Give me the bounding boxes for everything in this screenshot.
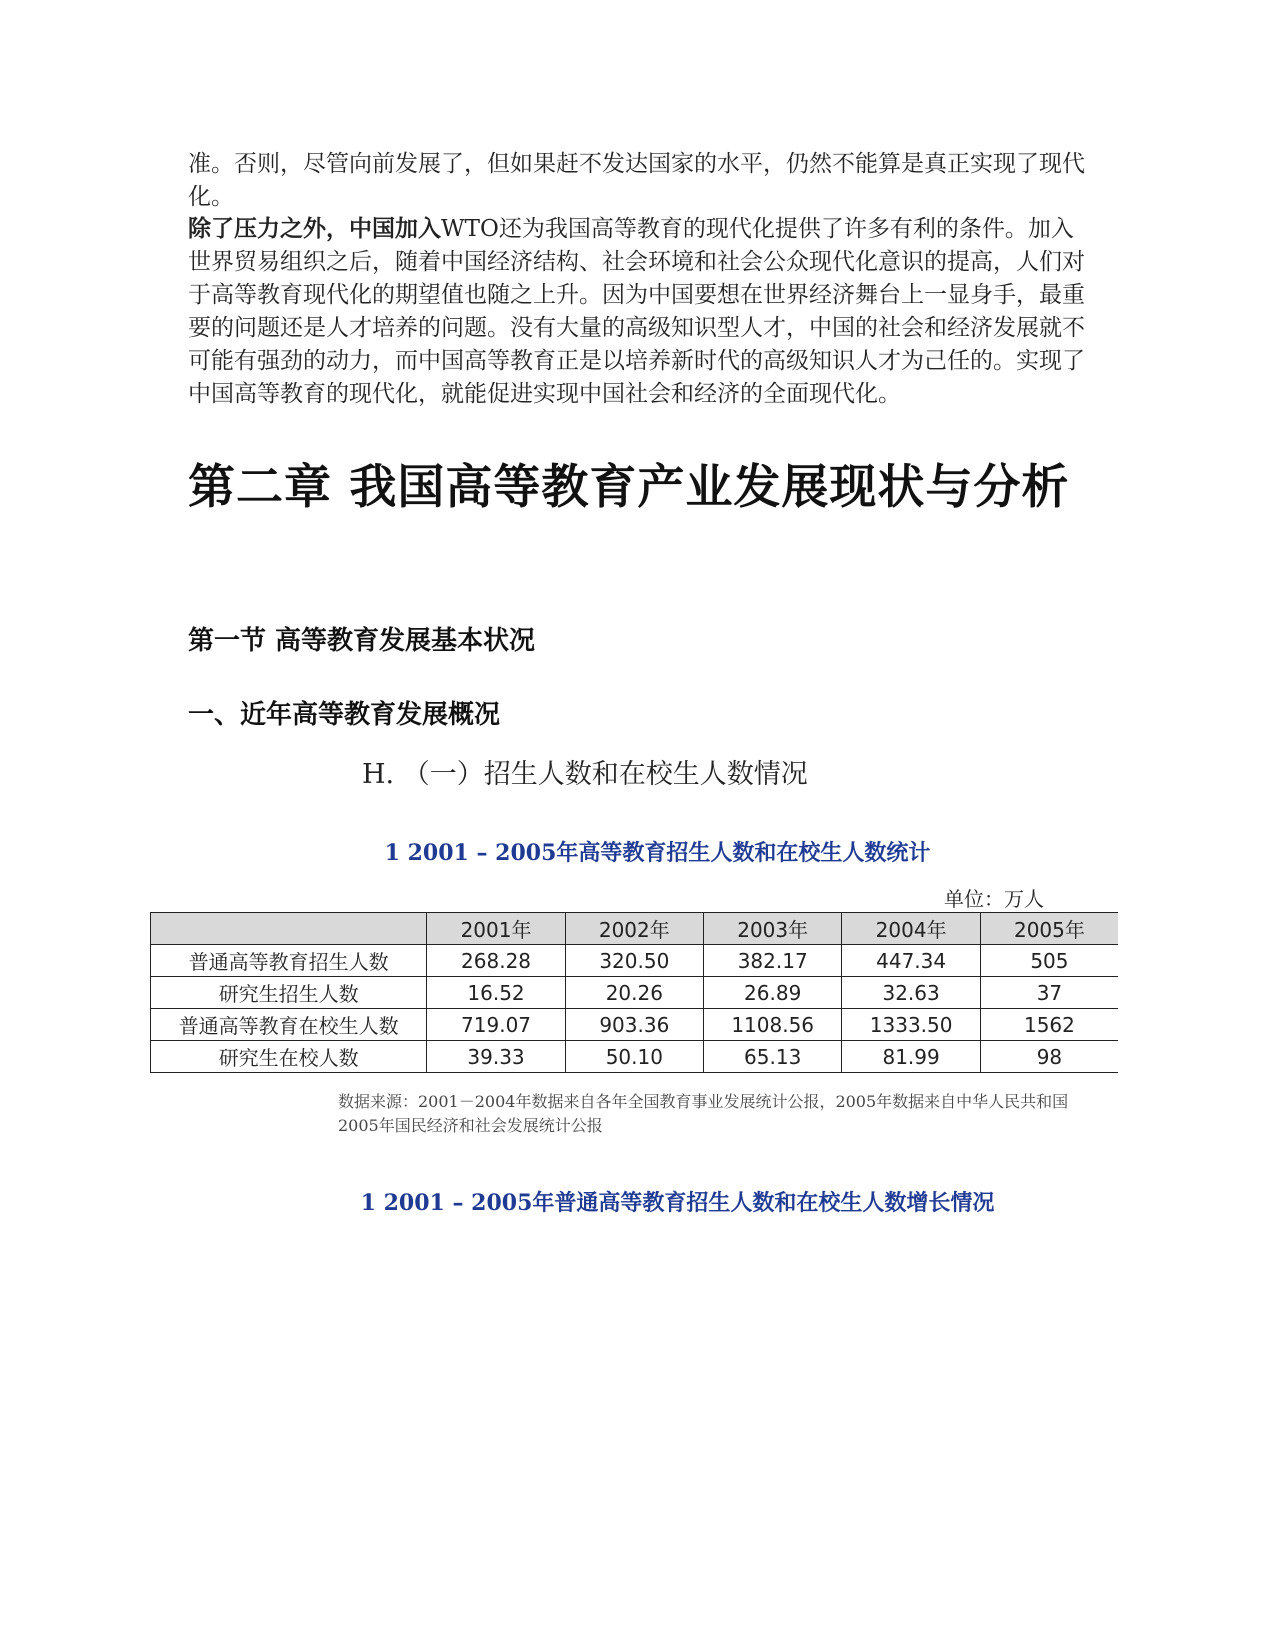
- table-row: [151, 1009, 1119, 1041]
- row-label: 普通高等教育招生人数: [151, 945, 427, 977]
- data-source-note: 数据来源：2001－2004年数据来自各年全国教育事业发展统计公报，2005年数据来自中华人民共和国2005年国民经济和社会发展统计公报: [338, 1092, 1069, 1135]
- table-cell: 39.33: [427, 1041, 565, 1073]
- header-cell: 2004年: [842, 913, 980, 945]
- paragraph-2-lead: 除了压力之外，中国加入: [188, 216, 441, 242]
- statistics-table: [150, 912, 1118, 1073]
- row-label: 研究生在校人数: [151, 1041, 427, 1073]
- table-row: [151, 977, 1119, 1009]
- table-unit: 单位：万人: [944, 887, 1044, 911]
- table-row: [151, 945, 1119, 977]
- table-cell: 81.99: [842, 1041, 980, 1073]
- table-cell: 37: [980, 977, 1118, 1009]
- table-cell: 382.17: [703, 945, 841, 977]
- table-cell: 268.28: [427, 945, 565, 977]
- table-cell: 505: [980, 945, 1118, 977]
- table-cell: 16.52: [427, 977, 565, 1009]
- table-cell: 1333.50: [842, 1009, 980, 1041]
- figure-caption: 1 2001 – 2005年普通高等教育招生人数和在校生人数增长情况: [360, 1190, 995, 1216]
- header-cell: 2005年: [980, 913, 1118, 945]
- table-cell: 20.26: [565, 977, 703, 1009]
- row-label: 研究生招生人数: [151, 977, 427, 1009]
- header-cell: 2003年: [703, 913, 841, 945]
- header-cell: [151, 913, 427, 945]
- table-cell: 1108.56: [703, 1009, 841, 1041]
- paragraph-1: [188, 148, 1088, 214]
- table-caption: 1 2001 – 2005年高等教育招生人数和在校生人数统计: [384, 840, 931, 866]
- table-cell: 1562: [980, 1009, 1118, 1041]
- table-header-row: [151, 913, 1119, 945]
- table-cell: 65.13: [703, 1041, 841, 1073]
- subsubsection-title: H. （一）招生人数和在校生人数情况: [362, 759, 808, 790]
- paragraph-2-rest: WTO还为我国高等教育的现代化提供了许多有利的条件。加入世界贸易组织之后，随着中国经济结构、社会环境和社会公众现代化意识的提高，人们对于高等教育现代化的期望值也随之上升。因为中国要想在世界经济舞台上一显身手，最重要的问题还是人才培养的问题。没有大量的高级知识型人才，中国的社会和经济发展就不可能有强劲的动力，而中国高等教育正是以培养新时代的高级知识人才为己任的。实现了中国高等教育的现代化，就能促进实现中国社会和经济的全面现代化。: [188, 216, 1085, 407]
- table-cell: 50.10: [565, 1041, 703, 1073]
- table-cell: 26.89: [703, 977, 841, 1009]
- table-cell: 447.34: [842, 945, 980, 977]
- row-label: 普通高等教育在校生人数: [151, 1009, 427, 1041]
- paragraph-2: [188, 213, 1088, 411]
- table-cell: 903.36: [565, 1009, 703, 1041]
- subsection-title: 一、近年高等教育发展概况: [188, 700, 501, 730]
- table-cell: 98: [980, 1041, 1118, 1073]
- table-cell: 320.50: [565, 945, 703, 977]
- table-row: [151, 1041, 1119, 1073]
- paragraph-2-text: [188, 213, 1088, 411]
- table-cell: 719.07: [427, 1009, 565, 1041]
- section-title: 第一节 高等教育发展基本状况: [188, 626, 536, 656]
- table-cell: 32.63: [842, 977, 980, 1009]
- paragraph-1-text: 准。否则，尽管向前发展了，但如果赶不发达国家的水平，仍然不能算是真正实现了现代化。: [188, 151, 1085, 210]
- header-cell: 2001年: [427, 913, 565, 945]
- header-cell: 2002年: [565, 913, 703, 945]
- chapter-title: 第二章 我国高等教育产业发展现状与分析: [188, 460, 1070, 515]
